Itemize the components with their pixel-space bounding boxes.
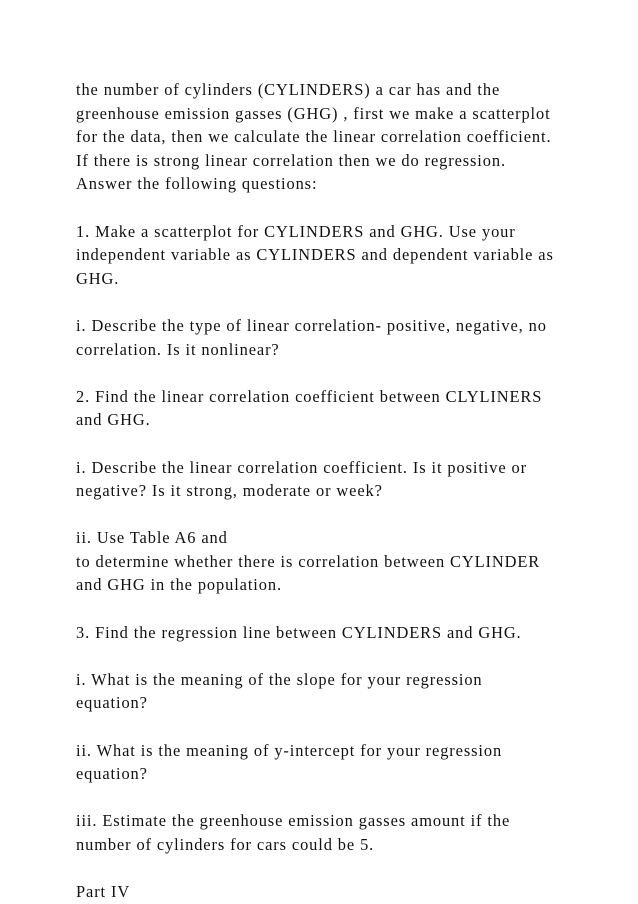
question-2-i: i. Describe the linear correlation coefficient. Is it positive or negative? Is it strong, moderate or week? xyxy=(76,457,527,501)
section-heading-part-iv: Part IV xyxy=(76,882,131,902)
intro-paragraph: the number of cylinders (CYLINDERS) a car has and the greenhouse emission gasses (GHG) , first we make a scatterplot for the data, then we calculate the linear correlation coefficient. If there is strong linear correlation then we do regression. Answer the following questions: xyxy=(76,80,552,194)
question-3-i: i. What is the meaning of the slope for your regression equation? xyxy=(76,669,483,713)
document-body xyxy=(76,78,616,904)
question-1-i: i. Describe the type of linear correlation- positive, negative, no correlation. Is it nonlinear? xyxy=(76,315,547,359)
question-3-iii: iii. Estimate the greenhouse emission gasses amount if the number of cylinders for cars could be 5. xyxy=(76,811,511,854)
question-2-ii: ii. Use Table A6 and to determine whether there is correlation between CYLINDER and GHG in the population. xyxy=(76,528,541,595)
question-2: 2. Find the linear correlation coefficient between CLYLINERS and GHG. xyxy=(76,386,543,430)
question-1: 1. Make a scatterplot for CYLINDERS and GHG. Use your independent variable as CYLINDERS and dependent variable as GHG. xyxy=(76,221,554,288)
question-3-ii: ii. What is the meaning of y-intercept for your regression equation? xyxy=(76,740,503,784)
question-3: 3. Find the regression line between CYLINDERS and GHG. xyxy=(76,622,522,642)
